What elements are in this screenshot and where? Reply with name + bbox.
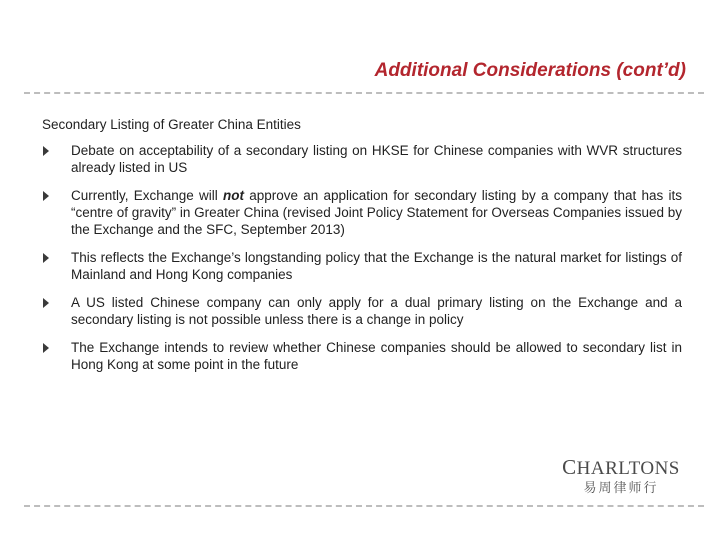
triangle-bullet-icon xyxy=(43,146,49,156)
bullet-item xyxy=(42,249,682,283)
bullet-text: A US listed Chinese company can only apply for a dual primary listing on the Exchange and a secondary listing is not possible unless there is a change in policy xyxy=(71,295,682,327)
bullet-list xyxy=(42,142,682,373)
logo-name: CHARLTONS xyxy=(562,455,680,479)
triangle-bullet-icon xyxy=(43,298,49,308)
bullet-text: Debate on acceptability of a secondary listing on HKSE for Chinese companies with WVR structures already listed in US xyxy=(71,143,682,175)
section-heading: Secondary Listing of Greater China Entities xyxy=(42,117,301,132)
bullet-item xyxy=(42,294,682,328)
triangle-bullet-icon xyxy=(43,343,49,353)
bullet-text-after: approve an application for secondary listing by a company that has its “centre of gravity” in Greater China (revised Joint Policy Statement for Overseas Companies issued by the Exchange and the SFC, September 2013) xyxy=(71,188,682,237)
bullet-emphasis: not xyxy=(223,188,244,203)
bullet-item xyxy=(42,339,682,373)
bullet-item xyxy=(42,142,682,176)
logo-chinese-name: 易周律师行 xyxy=(583,481,659,496)
bullet-text: This reflects the Exchange’s longstanding policy that the Exchange is the natural market for listings of Mainland and Hong Kong companies xyxy=(71,250,682,282)
bullet-item xyxy=(42,187,682,238)
charltons-logo xyxy=(560,456,682,498)
bullet-text-before: Currently, Exchange will xyxy=(71,188,223,203)
bullet-text: The Exchange intends to review whether Chinese companies should be allowed to secondary list in Hong Kong at some point in the future xyxy=(71,340,682,372)
slide-title: Additional Considerations (cont’d) xyxy=(374,60,686,81)
top-divider xyxy=(24,92,704,94)
bottom-divider xyxy=(24,505,704,507)
slide-content xyxy=(42,116,682,384)
triangle-bullet-icon xyxy=(43,253,49,263)
triangle-bullet-icon xyxy=(43,191,49,201)
